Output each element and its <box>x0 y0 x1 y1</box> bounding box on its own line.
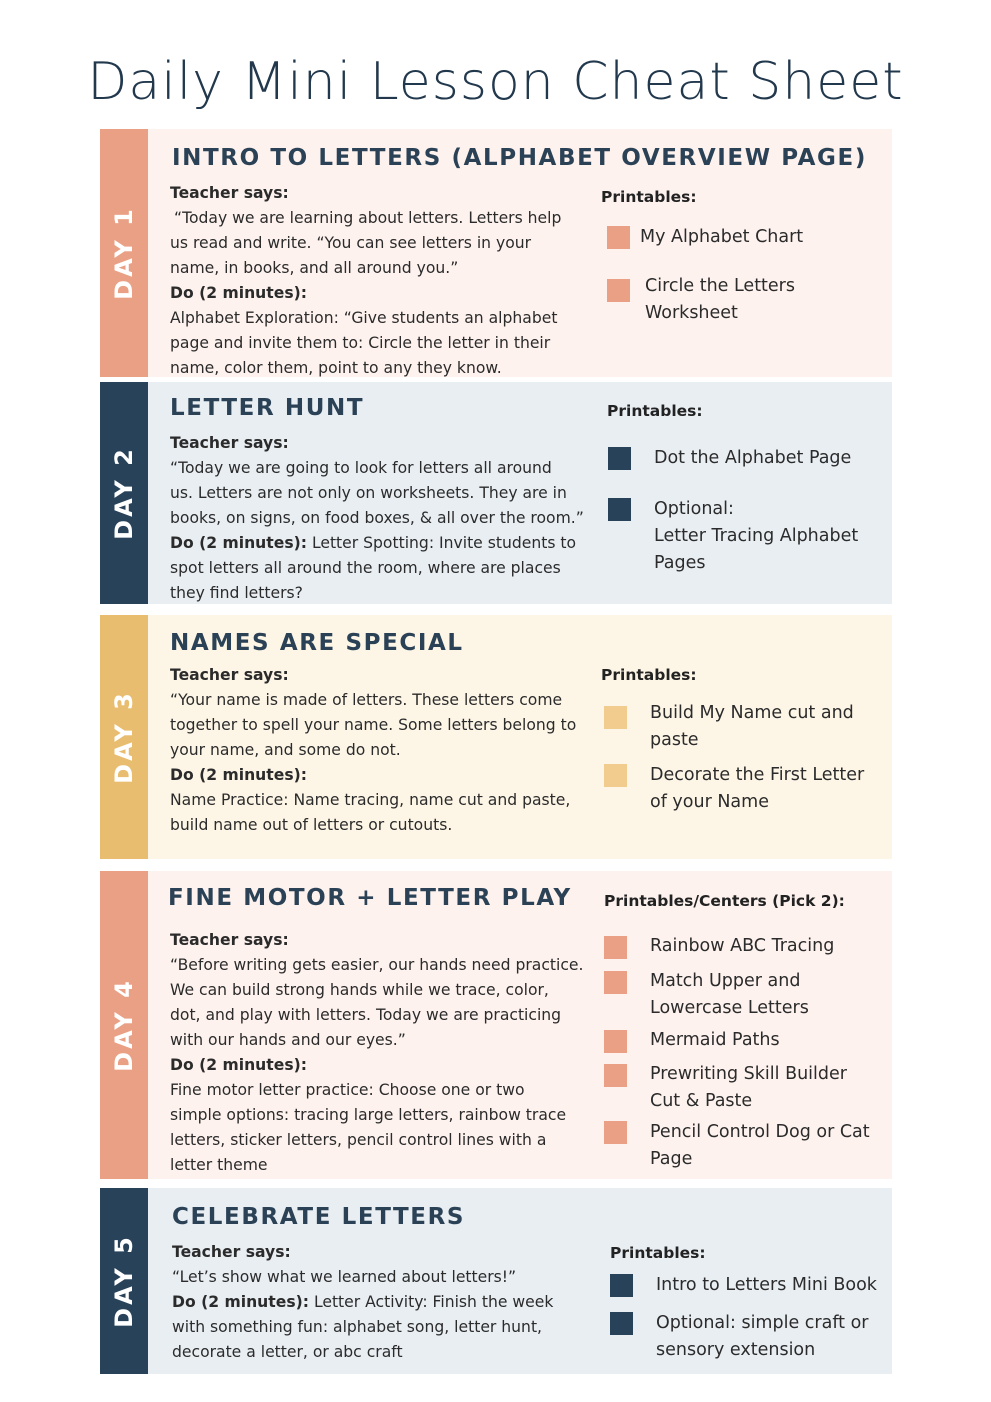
day-2-panel: LETTER HUNT Teacher says: “Today we are going to look for letters all around us. Letters are not only on worksheets. They are in books, on signs, on food boxes, & all over the room.” Do (2 minutes): Letter Spotting: Invite students to spot letters all around the room, where are places they find letters? Printables: Dot the Alphabet Page Optional: Letter Tracing Alphabet Pages <box>148 382 892 604</box>
teacher-line: We can build strong hands while we trace, color, <box>170 981 549 999</box>
day-5-section <box>100 1188 892 1374</box>
printable-checkbox <box>604 1030 627 1053</box>
do-label: Do (2 minutes): <box>170 284 307 302</box>
do-line: decorate a letter, or abc craft <box>172 1343 403 1361</box>
do-line: page and invite them to: Circle the letter in their <box>170 334 551 352</box>
do-label: Do (2 minutes): <box>170 766 307 784</box>
day-2-tab: DAY 2 <box>100 382 148 604</box>
day-1-section <box>100 129 892 377</box>
day-3-tab: DAY 3 <box>100 615 148 859</box>
printable-checkbox <box>604 971 627 994</box>
do-line: letter theme <box>170 1156 268 1174</box>
do-line: Alphabet Exploration: “Give students an alphabet <box>170 309 558 327</box>
printable-checkbox <box>604 764 627 787</box>
do-line: build name out of letters or cutouts. <box>170 816 453 834</box>
day-2-heading: LETTER HUNT <box>170 395 365 421</box>
teacher-line: “Today we are going to look for letters all around <box>170 459 552 477</box>
day-3-panel: NAMES ARE SPECIAL Teacher says: “Your name is made of letters. These letters come together to spell your name. Some letters belong to your name, and some do not. Do (2 minutes): Name Practice: Name tracing, name cut and paste, build name out of letters or cutouts. Printables: Build My Name cut and paste Decorate the First Letter of your Name <box>148 615 892 859</box>
printables-label: Printables: <box>607 402 703 420</box>
printable-checkbox <box>610 1274 633 1297</box>
teacher-line: us. Letters are not only on worksheets. They are in <box>170 484 567 502</box>
day-4-section <box>100 871 892 1179</box>
teacher-line: “Before writing gets easier, our hands need practice. <box>170 956 584 974</box>
do-line: name, color them, point to any they know. <box>170 359 502 377</box>
day-1-tab: DAY 1 <box>100 129 148 377</box>
printables-label: Printables: <box>601 188 697 206</box>
printable-checkbox <box>608 447 631 470</box>
day-5-body <box>172 1240 553 1365</box>
teacher-line: “Your name is made of letters. These letters come <box>170 691 563 709</box>
day-1-heading: INTRO TO LETTERS (ALPHABET OVERVIEW PAGE) <box>172 145 867 171</box>
teacher-line: “Let’s show what we learned about letters!” <box>172 1268 517 1286</box>
teacher-says-label: Teacher says: <box>170 666 289 684</box>
day-3-heading: NAMES ARE SPECIAL <box>170 630 464 656</box>
teacher-line: together to spell your name. Some letters belong to <box>170 716 577 734</box>
day-5-tab: DAY 5 <box>100 1188 148 1374</box>
printable-checkbox <box>604 1121 627 1144</box>
printable-checkbox <box>604 706 627 729</box>
printables-label: Printables: <box>601 666 697 684</box>
day-3-section <box>100 615 892 859</box>
do-line: Name Practice: Name tracing, name cut and paste, <box>170 791 571 809</box>
do-line: spot letters all around the room, where are places <box>170 559 561 577</box>
printable-checkbox <box>604 1064 627 1087</box>
printable-checkbox <box>604 936 627 959</box>
do-line: Fine motor letter practice: Choose one or two <box>170 1081 525 1099</box>
do-line: simple options: tracing large letters, rainbow trace <box>170 1106 567 1124</box>
do-label: Do (2 minutes): <box>172 1293 309 1311</box>
day-3-body <box>170 663 576 838</box>
do-line: with something fun: alphabet song, letter hunt, <box>172 1318 543 1336</box>
teacher-line: with our hands and our eyes.” <box>170 1031 406 1049</box>
day-4-tab: DAY 4 <box>100 871 148 1179</box>
page-title: Daily Mini Lesson Cheat Sheet <box>87 52 904 112</box>
day-2-body <box>170 431 584 606</box>
printables-label: Printables: <box>610 1244 706 1262</box>
day-2-section <box>100 382 892 604</box>
do-line: Letter Activity: Finish the week <box>313 1293 554 1311</box>
teacher-says-label: Teacher says: <box>170 184 289 202</box>
teacher-line: books, on signs, on food boxes, & all over the room.” <box>170 509 584 527</box>
teacher-line: us read and write. “You can see letters in your <box>170 234 532 252</box>
teacher-says-label: Teacher says: <box>170 434 289 452</box>
do-line: letters, sticker letters, pencil control lines with a <box>170 1131 547 1149</box>
day-4-heading: FINE MOTOR + LETTER PLAY <box>168 885 572 911</box>
teacher-line: your name, and some do not. <box>170 741 401 759</box>
day-5-heading: CELEBRATE LETTERS <box>172 1204 466 1230</box>
printable-checkbox <box>607 226 630 249</box>
do-label: Do (2 minutes): <box>170 1056 307 1074</box>
teacher-line: name, in books, and all around you.” <box>170 259 459 277</box>
teacher-says-label: Teacher says: <box>170 931 289 949</box>
day-4-body <box>170 928 583 1178</box>
teacher-says-label: Teacher says: <box>172 1243 291 1261</box>
day-1-body <box>170 181 561 381</box>
printable-checkbox <box>607 279 630 302</box>
printable-checkbox <box>610 1312 633 1335</box>
teacher-line: dot, and play with letters. Today we are practicing <box>170 1006 562 1024</box>
teacher-line: “Today we are learning about letters. Letters help <box>174 209 562 227</box>
day-5-panel: CELEBRATE LETTERS Teacher says: “Let’s show what we learned about letters!” Do (2 minutes): Letter Activity: Finish the week with something fun: alphabet song, letter hunt, decorate a letter, or abc craft Printables: Intro to Letters Mini Book Optional: simple craft or sensory extension <box>148 1188 892 1374</box>
day-1-panel: INTRO TO LETTERS (ALPHABET OVERVIEW PAGE) Teacher says: “Today we are learning about letters. Letters help us read and write. “You can see letters in your name, in books, and all around you.” Do (2 minutes): Alphabet Exploration: “Give students an alphabet page and invite them to: Circle the letter in their name, color them, point to any they know. Printables: My Alphabet Chart Circle the Letters Worksheet <box>148 129 892 377</box>
day-4-panel: FINE MOTOR + LETTER PLAY Teacher says: “Before writing gets easier, our hands need practice. We can build strong hands while we trace, color, dot, and play with letters. Today we are practicing with our hands and our eyes.” Do (2 minutes): Fine motor letter practice: Choose one or two simple options: tracing large letters, rainbow trace letters, sticker letters, pencil control lines with a letter theme Printables/Centers (Pick 2): Rainbow ABC Tracing Match Upper and Lowercase Letters Mermaid Paths Prewriting Skill Builder Cut & Paste Pencil Control Dog or Cat Page <box>148 871 892 1179</box>
do-line: Letter Spotting: Invite students to <box>311 534 577 552</box>
do-line: they find letters? <box>170 584 303 602</box>
printable-checkbox <box>608 498 631 521</box>
printables-label: Printables/Centers (Pick 2): <box>604 892 845 910</box>
do-label: Do (2 minutes): <box>170 534 307 552</box>
